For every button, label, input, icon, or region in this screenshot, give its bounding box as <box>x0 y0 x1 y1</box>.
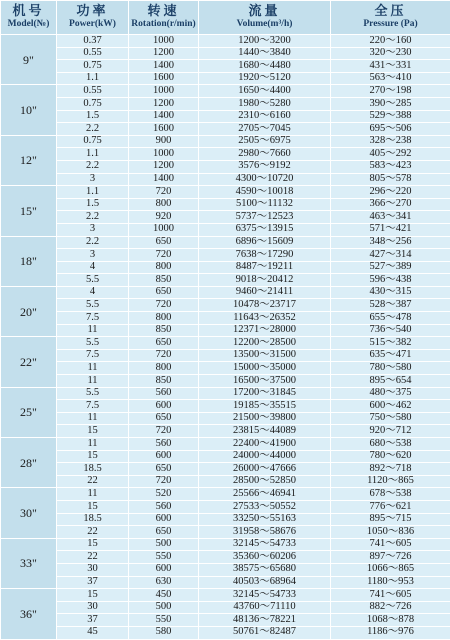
table-row <box>1 85 450 98</box>
table-header <box>1 1 450 35</box>
volume-cell: 5100～11132 <box>199 198 331 211</box>
table-row <box>1 475 450 488</box>
header-volume <box>199 1 331 35</box>
table-row <box>1 438 450 451</box>
power-cell: 1.5 <box>57 198 129 211</box>
header-model <box>1 1 57 35</box>
rotation-cell: 550 <box>129 614 199 627</box>
rotation-cell: 560 <box>129 500 199 513</box>
power-cell: 5.5 <box>57 337 129 350</box>
table-body <box>1 35 450 640</box>
rotation-cell: 600 <box>129 563 199 576</box>
volume-cell: 40503～68964 <box>199 576 331 589</box>
volume-cell: 1980～5280 <box>199 97 331 110</box>
pressure-cell: 805～578 <box>331 173 450 186</box>
rotation-cell: 500 <box>129 538 199 551</box>
power-cell: 30 <box>57 563 129 576</box>
header-power <box>57 1 129 35</box>
pressure-cell: 427～314 <box>331 249 450 262</box>
table-row <box>1 412 450 425</box>
rotation-cell: 920 <box>129 211 199 224</box>
header-power-en: Power(kW) <box>57 20 128 30</box>
rotation-cell: 600 <box>129 400 199 413</box>
volume-cell: 43760～71110 <box>199 601 331 614</box>
table-row <box>1 387 450 400</box>
power-cell: 2.2 <box>57 236 129 249</box>
power-cell: 3 <box>57 173 129 186</box>
volume-cell: 2310～6160 <box>199 110 331 123</box>
rotation-cell: 650 <box>129 412 199 425</box>
power-cell: 7.5 <box>57 400 129 413</box>
table-row <box>1 576 450 589</box>
pressure-cell: 1066～865 <box>331 563 450 576</box>
table-row <box>1 148 450 161</box>
power-cell: 7.5 <box>57 349 129 362</box>
model-cell: 12" <box>1 135 57 185</box>
table-row <box>1 400 450 413</box>
rotation-cell: 800 <box>129 261 199 274</box>
rotation-cell: 650 <box>129 526 199 539</box>
rotation-cell: 600 <box>129 513 199 526</box>
volume-cell: 38575～65680 <box>199 563 331 576</box>
table-row <box>1 513 450 526</box>
pressure-cell: 463～341 <box>331 211 450 224</box>
table-row <box>1 349 450 362</box>
rotation-cell: 800 <box>129 312 199 325</box>
power-cell: 2.2 <box>57 123 129 136</box>
volume-cell: 27533～50552 <box>199 500 331 513</box>
power-cell: 7.5 <box>57 312 129 325</box>
power-cell: 0.75 <box>57 60 129 73</box>
rotation-cell: 720 <box>129 349 199 362</box>
pressure-cell: 348～256 <box>331 236 450 249</box>
pressure-cell: 780～620 <box>331 450 450 463</box>
header-model-en: Model(№) <box>1 20 56 30</box>
power-cell: 2.2 <box>57 160 129 173</box>
power-cell: 0.55 <box>57 47 129 60</box>
volume-cell: 4590～10018 <box>199 186 331 199</box>
rotation-cell: 720 <box>129 425 199 438</box>
pressure-cell: 296～220 <box>331 186 450 199</box>
header-volume-zh: 流量 <box>199 5 330 18</box>
volume-cell: 48136～78221 <box>199 614 331 627</box>
rotation-cell: 580 <box>129 626 199 639</box>
model-cell: 20" <box>1 286 57 336</box>
rotation-cell: 720 <box>129 186 199 199</box>
rotation-cell: 720 <box>129 475 199 488</box>
power-cell: 22 <box>57 475 129 488</box>
model-cell: 18" <box>1 236 57 286</box>
power-cell: 11 <box>57 438 129 451</box>
power-cell: 11 <box>57 375 129 388</box>
pressure-cell: 736～540 <box>331 324 450 337</box>
pressure-cell: 480～375 <box>331 387 450 400</box>
volume-cell: 8487～19211 <box>199 261 331 274</box>
volume-cell: 22400～41900 <box>199 438 331 451</box>
power-cell: 0.55 <box>57 85 129 98</box>
table-row <box>1 312 450 325</box>
power-cell: 4 <box>57 286 129 299</box>
volume-cell: 7638～17290 <box>199 249 331 262</box>
table-row <box>1 425 450 438</box>
model-cell: 36" <box>1 589 57 639</box>
power-cell: 0.37 <box>57 35 129 48</box>
table-row <box>1 198 450 211</box>
pressure-cell: 366～270 <box>331 198 450 211</box>
table-row <box>1 123 450 136</box>
rotation-cell: 450 <box>129 589 199 602</box>
pressure-cell: 527～389 <box>331 261 450 274</box>
rotation-cell: 1200 <box>129 47 199 60</box>
volume-cell: 1440～3840 <box>199 47 331 60</box>
pressure-cell: 571～421 <box>331 223 450 236</box>
rotation-cell: 800 <box>129 198 199 211</box>
model-cell: 30" <box>1 488 57 538</box>
power-cell: 1.5 <box>57 110 129 123</box>
volume-cell: 26000～47666 <box>199 463 331 476</box>
power-cell: 2.2 <box>57 211 129 224</box>
table-row <box>1 186 450 199</box>
table-row <box>1 211 450 224</box>
pressure-cell: 741～605 <box>331 538 450 551</box>
model-cell: 28" <box>1 438 57 488</box>
rotation-cell: 800 <box>129 362 199 375</box>
pressure-cell: 390～285 <box>331 97 450 110</box>
pressure-cell: 895～654 <box>331 375 450 388</box>
table-row <box>1 601 450 614</box>
volume-cell: 32145～54733 <box>199 538 331 551</box>
rotation-cell: 900 <box>129 135 199 148</box>
table-row <box>1 274 450 287</box>
volume-cell: 5737～12523 <box>199 211 331 224</box>
volume-cell: 13500～31500 <box>199 349 331 362</box>
pressure-cell: 596～438 <box>331 274 450 287</box>
table-row <box>1 97 450 110</box>
volume-cell: 12200～28500 <box>199 337 331 350</box>
pressure-cell: 895～715 <box>331 513 450 526</box>
rotation-cell: 850 <box>129 324 199 337</box>
rotation-cell: 1000 <box>129 148 199 161</box>
table-row <box>1 249 450 262</box>
rotation-cell: 1200 <box>129 97 199 110</box>
pressure-cell: 695～506 <box>331 123 450 136</box>
volume-cell: 17200～31845 <box>199 387 331 400</box>
power-cell: 1.1 <box>57 72 129 85</box>
rotation-cell: 560 <box>129 387 199 400</box>
header-rotation-zh: 转速 <box>129 5 198 18</box>
rotation-cell: 1200 <box>129 160 199 173</box>
power-cell: 15 <box>57 450 129 463</box>
pressure-cell: 600～462 <box>331 400 450 413</box>
volume-cell: 24000～44000 <box>199 450 331 463</box>
pressure-cell: 320～230 <box>331 47 450 60</box>
pressure-cell: 741～605 <box>331 589 450 602</box>
rotation-cell: 1000 <box>129 223 199 236</box>
rotation-cell: 600 <box>129 450 199 463</box>
volume-cell: 9460～21411 <box>199 286 331 299</box>
power-cell: 22 <box>57 551 129 564</box>
model-cell: 15" <box>1 186 57 236</box>
table-row <box>1 375 450 388</box>
pressure-cell: 897～726 <box>331 551 450 564</box>
pressure-cell: 220～160 <box>331 35 450 48</box>
model-cell: 9" <box>1 35 57 85</box>
pressure-cell: 528～387 <box>331 299 450 312</box>
pressure-cell: 430～315 <box>331 286 450 299</box>
pressure-cell: 680～538 <box>331 438 450 451</box>
volume-cell: 16500～37500 <box>199 375 331 388</box>
power-cell: 15 <box>57 589 129 602</box>
rotation-cell: 560 <box>129 438 199 451</box>
header-power-zh: 功率 <box>57 5 128 18</box>
rotation-cell: 650 <box>129 236 199 249</box>
table-row <box>1 463 450 476</box>
power-cell: 15 <box>57 538 129 551</box>
pressure-cell: 270～198 <box>331 85 450 98</box>
volume-cell: 4300～10720 <box>199 173 331 186</box>
table-row <box>1 261 450 274</box>
pressure-cell: 1050～836 <box>331 526 450 539</box>
volume-cell: 11643～26352 <box>199 312 331 325</box>
table-row <box>1 135 450 148</box>
power-cell: 15 <box>57 500 129 513</box>
table-row <box>1 551 450 564</box>
pressure-cell: 678～538 <box>331 488 450 501</box>
rotation-cell: 1400 <box>129 60 199 73</box>
power-cell: 11 <box>57 324 129 337</box>
volume-cell: 6896～15609 <box>199 236 331 249</box>
pressure-cell: 635～471 <box>331 349 450 362</box>
model-cell: 33" <box>1 538 57 588</box>
model-cell: 10" <box>1 85 57 135</box>
table-row <box>1 450 450 463</box>
power-cell: 0.75 <box>57 135 129 148</box>
volume-cell: 2705～7045 <box>199 123 331 136</box>
header-model-zh: 机号 <box>1 5 56 18</box>
pressure-cell: 882～726 <box>331 601 450 614</box>
table-row <box>1 362 450 375</box>
pressure-cell: 515～382 <box>331 337 450 350</box>
pressure-cell: 655～478 <box>331 312 450 325</box>
power-cell: 22 <box>57 526 129 539</box>
power-cell: 18.5 <box>57 513 129 526</box>
pressure-cell: 780～580 <box>331 362 450 375</box>
table-row <box>1 324 450 337</box>
volume-cell: 2505～6975 <box>199 135 331 148</box>
volume-cell: 3576～9192 <box>199 160 331 173</box>
pressure-cell: 1180～953 <box>331 576 450 589</box>
table-row <box>1 223 450 236</box>
power-cell: 30 <box>57 601 129 614</box>
volume-cell: 9018～20412 <box>199 274 331 287</box>
pressure-cell: 892～718 <box>331 463 450 476</box>
rotation-cell: 550 <box>129 551 199 564</box>
header-row <box>1 1 450 35</box>
table-row <box>1 626 450 639</box>
pressure-cell: 583～423 <box>331 160 450 173</box>
model-cell: 22" <box>1 337 57 387</box>
table-row <box>1 60 450 73</box>
power-cell: 18.5 <box>57 463 129 476</box>
table-row <box>1 500 450 513</box>
power-cell: 0.75 <box>57 97 129 110</box>
volume-cell: 1920～5120 <box>199 72 331 85</box>
table-row <box>1 299 450 312</box>
power-cell: 11 <box>57 412 129 425</box>
table-row <box>1 110 450 123</box>
pressure-cell: 563～410 <box>331 72 450 85</box>
pressure-cell: 1120～865 <box>331 475 450 488</box>
rotation-cell: 630 <box>129 576 199 589</box>
power-cell: 5.5 <box>57 299 129 312</box>
volume-cell: 23815～44089 <box>199 425 331 438</box>
table-row <box>1 614 450 627</box>
header-pressure-zh: 全压 <box>331 5 450 18</box>
header-rotation <box>129 1 199 35</box>
volume-cell: 6375～13915 <box>199 223 331 236</box>
model-cell: 25" <box>1 387 57 437</box>
power-cell: 1.1 <box>57 186 129 199</box>
power-cell: 1.1 <box>57 148 129 161</box>
table-row <box>1 563 450 576</box>
pressure-cell: 920～712 <box>331 425 450 438</box>
table-row <box>1 589 450 602</box>
volume-cell: 1650～4400 <box>199 85 331 98</box>
power-cell: 4 <box>57 261 129 274</box>
rotation-cell: 1000 <box>129 35 199 48</box>
power-cell: 3 <box>57 223 129 236</box>
power-cell: 37 <box>57 614 129 627</box>
table-row <box>1 337 450 350</box>
table-row <box>1 47 450 60</box>
table-row <box>1 488 450 501</box>
power-cell: 11 <box>57 362 129 375</box>
table-row <box>1 35 450 48</box>
pressure-cell: 405～292 <box>331 148 450 161</box>
table-row <box>1 72 450 85</box>
rotation-cell: 500 <box>129 601 199 614</box>
rotation-cell: 1600 <box>129 72 199 85</box>
power-cell: 3 <box>57 249 129 262</box>
rotation-cell: 1400 <box>129 173 199 186</box>
table-row <box>1 526 450 539</box>
volume-cell: 21500～39800 <box>199 412 331 425</box>
table-row <box>1 173 450 186</box>
volume-cell: 25566～46941 <box>199 488 331 501</box>
power-cell: 11 <box>57 488 129 501</box>
rotation-cell: 650 <box>129 337 199 350</box>
power-cell: 45 <box>57 626 129 639</box>
volume-cell: 10478～23717 <box>199 299 331 312</box>
rotation-cell: 650 <box>129 286 199 299</box>
pressure-cell: 776～621 <box>331 500 450 513</box>
pressure-cell: 529～388 <box>331 110 450 123</box>
power-cell: 15 <box>57 425 129 438</box>
rotation-cell: 720 <box>129 249 199 262</box>
rotation-cell: 720 <box>129 299 199 312</box>
volume-cell: 28500～52850 <box>199 475 331 488</box>
pressure-cell: 1068～878 <box>331 614 450 627</box>
volume-cell: 31958～58676 <box>199 526 331 539</box>
volume-cell: 12371～28000 <box>199 324 331 337</box>
header-volume-en: Volume(m³/h) <box>199 20 330 30</box>
table-row <box>1 236 450 249</box>
power-cell: 5.5 <box>57 387 129 400</box>
volume-cell: 33250～55163 <box>199 513 331 526</box>
volume-cell: 2980～7660 <box>199 148 331 161</box>
volume-cell: 15000～35000 <box>199 362 331 375</box>
rotation-cell: 850 <box>129 274 199 287</box>
volume-cell: 19185～35515 <box>199 400 331 413</box>
pressure-cell: 1186～976 <box>331 626 450 639</box>
power-cell: 5.5 <box>57 274 129 287</box>
pressure-cell: 328～238 <box>331 135 450 148</box>
volume-cell: 35360～60206 <box>199 551 331 564</box>
pressure-cell: 750～580 <box>331 412 450 425</box>
rotation-cell: 850 <box>129 375 199 388</box>
volume-cell: 50761～82487 <box>199 626 331 639</box>
power-cell: 37 <box>57 576 129 589</box>
rotation-cell: 650 <box>129 463 199 476</box>
header-rotation-en: Rotation(r/min) <box>129 20 198 30</box>
table-row <box>1 286 450 299</box>
header-pressure-en: Pressure (Pa) <box>331 20 450 30</box>
volume-cell: 32145～54733 <box>199 589 331 602</box>
rotation-cell: 1400 <box>129 110 199 123</box>
rotation-cell: 1000 <box>129 85 199 98</box>
pressure-cell: 431～331 <box>331 60 450 73</box>
table-row <box>1 160 450 173</box>
volume-cell: 1200～3200 <box>199 35 331 48</box>
rotation-cell: 1600 <box>129 123 199 136</box>
volume-cell: 1680～4480 <box>199 60 331 73</box>
header-pressure <box>331 1 450 35</box>
rotation-cell: 520 <box>129 488 199 501</box>
